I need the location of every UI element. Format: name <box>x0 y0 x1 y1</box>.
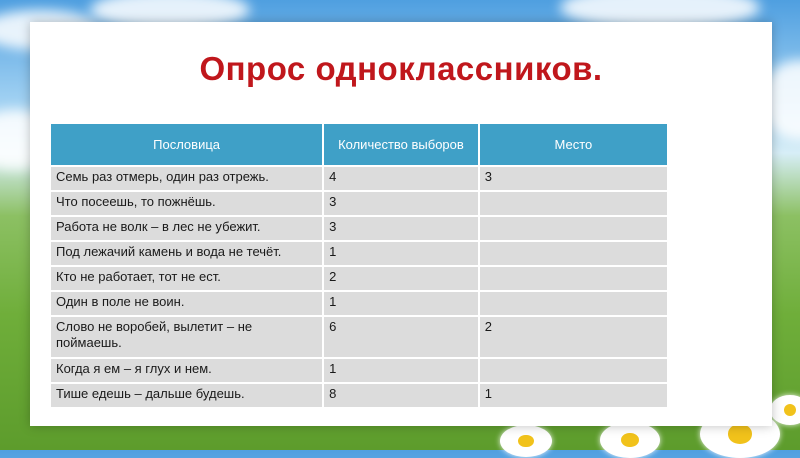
proverb-cell: Работа не волк – в лес не убежит. <box>50 216 323 241</box>
votes-cell: 4 <box>323 166 479 191</box>
proverb-cell: Кто не работает, тот не ест. <box>50 266 323 291</box>
table-row <box>50 291 668 316</box>
votes-cell: 1 <box>323 241 479 266</box>
table-row <box>50 316 668 358</box>
place-cell: 3 <box>479 166 668 191</box>
slide-title: Опрос одноклассников. <box>199 50 603 87</box>
votes-cell: 1 <box>323 291 479 316</box>
proverb-cell: Что посеешь, то пожнёшь. <box>50 191 323 216</box>
votes-cell: 2 <box>323 266 479 291</box>
place-cell: 1 <box>479 383 668 408</box>
votes-cell: 1 <box>323 358 479 383</box>
table-row <box>50 358 668 383</box>
votes-cell: 3 <box>323 216 479 241</box>
table-row <box>50 216 668 241</box>
votes-cell: 8 <box>323 383 479 408</box>
place-cell <box>479 358 668 383</box>
place-cell <box>479 266 668 291</box>
place-cell <box>479 241 668 266</box>
header-place: Место <box>479 123 668 166</box>
table-row <box>50 266 668 291</box>
table-header-row <box>50 123 668 166</box>
place-cell: 2 <box>479 316 668 358</box>
table-row <box>50 166 668 191</box>
proverb-cell: Семь раз отмерь, один раз отрежь. <box>50 166 323 191</box>
place-cell <box>479 291 668 316</box>
header-votes: Количество выборов <box>323 123 479 166</box>
survey-table <box>49 122 669 409</box>
place-cell <box>479 191 668 216</box>
slide-panel <box>30 22 772 426</box>
proverb-cell: Когда я ем – я глух и нем. <box>50 358 323 383</box>
place-cell <box>479 216 668 241</box>
votes-cell: 3 <box>323 191 479 216</box>
proverb-cell: Тише едешь – дальше будешь. <box>50 383 323 408</box>
table-row <box>50 191 668 216</box>
votes-cell: 6 <box>323 316 479 358</box>
table-row <box>50 383 668 408</box>
table-row <box>50 241 668 266</box>
proverb-cell: Слово не воробей, вылетит – не поймаешь. <box>50 316 323 358</box>
header-proverb: Пословица <box>50 123 323 166</box>
proverb-cell: Один в поле не воин. <box>50 291 323 316</box>
proverb-cell: Под лежачий камень и вода не течёт. <box>50 241 323 266</box>
